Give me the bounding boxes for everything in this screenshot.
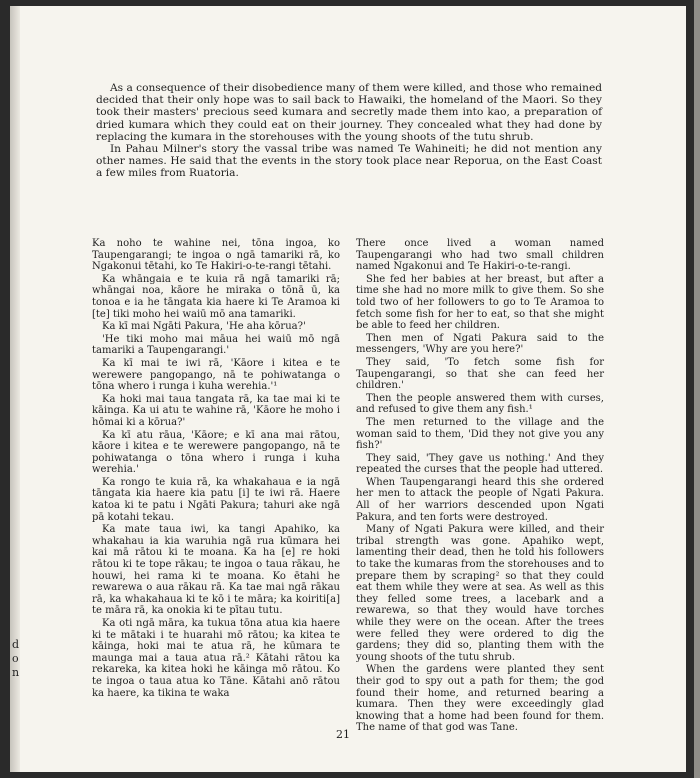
maori-paragraph: Ka kī mai Ngāti Pakura, 'He aha kōrua?' (102, 321, 306, 333)
intro-section (96, 82, 602, 180)
english-column (356, 238, 604, 735)
english-paragraph: They said, 'To fetch some fish for Taupengarangi, so that she can feed her children.' (356, 356, 604, 392)
english-paragraph: The men returned to the village and the woman said to them, 'Did they not give you any fish?' (356, 416, 604, 452)
maori-paragraph: Ka whāngaia e te kuia rā ngā tamariki rā; whāngai noa, kāore he miraka o tōnā ū, ka tonoa e ia he tāngata kia haere ki Te Aramoa ki [te] tiki moho hei waiū mō ana tamariki. (92, 273, 340, 320)
maori-paragraph: Ka mate taua iwi, ka tangi Apahiko, ka whakahau ia kia waruhia ngā rua kūmara hei kai mā rātou ki te moana. Ka ha [e] re hoki rātou ki te tope rākau; te ingoa o taua rākau, he houwi, hei rama ki te moana. Ko ētahi he rewarewa o aua rākau rā. Ka tae mai ngā rākau rā, ka whakahaua ki te kō i te māra; ka koiriti[a] te māra rā, ka onokia ki te pītau tutu. (92, 524, 340, 617)
maori-column (92, 238, 340, 700)
maori-paragraph: 'He tiki moho mai māua hei waiū mō ngā tamariki a Taupengarangi.' (92, 333, 340, 357)
maori-paragraph: Ka kī atu rāua, 'Kāore; e kī ana mai rātou, kāore i kitea e te werewere pangopango, nā te pohiwatanga o tōna whero i runga i kuha werehia.' (92, 429, 340, 476)
english-paragraph: Then the people answered them with curses, and refused to give them any fish.¹ (356, 392, 604, 416)
scan-edge (694, 0, 700, 778)
intro-paragraph: In Pahau Milner's story the vassal tribe was named Te Wahineiti; he did not mention any other names. He said that the events in the story took place near Reporua, on the East Coast a few miles from Ruatoria. (96, 143, 602, 180)
english-paragraph: She fed her babies at her breast, but after a time she had no more milk to give them. So she told two of her followers to go to Te Aramoa to fetch some fish for her to eat, so that she might be able to feed her children. (356, 273, 604, 332)
fragment-line: d (12, 638, 20, 651)
english-paragraph: When Taupengarangi heard this she ordered her men to attack the people of Ngati Pakura. All of her warriors descended upon Ngati Pakura, and ten forts were destroyed. (356, 476, 604, 523)
fragment-line: n (12, 666, 20, 679)
english-paragraph: There once lived a woman named Taupengarangi who had two small children named Ngakonui and Te Hakiri-o-te-rangi. (356, 238, 604, 273)
english-paragraph: When the gardens were planted they sent their god to spy out a path for them; the god found their home, and returned bearing a kumara. Then they were exceedingly glad knowing that a home had been found for them. The name of that god was Tane. (356, 664, 604, 734)
maori-paragraph: Ka oti ngā māra, ka tukua tōna atua kia haere ki te mātaki i te huarahi mō rātou; ka kitea te kāinga, hoki mai te atua rā, he kūmara te maunga mai a taua atua rā.² Kātahi rātou ka rekareka, ka kitea hoki he kāinga mō rātou. Ko te ingoa o taua atua ko Tāne. Kātahi anō rātou ka haere, ka tikina te waka (92, 618, 340, 699)
english-paragraph: They said, 'They gave us nothing.' And they repeated the curses that the people had uttered. (356, 452, 604, 476)
facing-page-fragment (12, 638, 19, 680)
intro-paragraph: As a consequence of their disobedience many of them were killed, and those who remained decided that their only hope was to sail back to Hawaiki, the homeland of the Maori. So they took their masters' precious seed kumara and secretly made them into kao, a preparation of dried kumara which they could eat on their journey. They concealed what they had done by replacing the kumara in the storehouses with the young shoots of the tutu shrub. (96, 82, 602, 143)
english-paragraph: Then men of Ngati Pakura said to the messengers, 'Why are you here?' (356, 332, 604, 356)
maori-paragraph: Ka rongo te kuia rā, ka whakahaua e ia ngā tāngata kia haere kia patu [i] te iwi rā. Haere katoa ki te patu i Ngāti Pakura; tahuri ake ngā pā kotahi tekau. (92, 476, 340, 523)
page-number: 21 (336, 728, 350, 741)
english-paragraph: Many of Ngati Pakura were killed, and their tribal strength was gone. Apahiko wept, lamenting their dead, then he told his followers to take the kumaras from the storehouses and to prepare them by scraping² so that they could eat them while they were at sea. As well as this they felled some trees, a lacebark and a rewarewa, so that they would have torches while they were on the ocean. After the trees were felled they were ordered to dig the gardens; they did so, planting them with the young shoots of the tutu shrub. (356, 524, 604, 663)
fragment-line: o (12, 652, 19, 665)
maori-paragraph: Ka hoki mai taua tangata rā, ka tae mai ki te kāinga. Ka ui atu te wahine rā, 'Kāore he moho i hōmai ki a kōrua?' (92, 393, 340, 428)
maori-paragraph: Ka kī mai te iwi rā, 'Kāore i kitea e te werewere pangopango, nā te pohiwatanga o tōna whero i runga i kuha werehia.'¹ (92, 357, 340, 393)
maori-paragraph: Ka noho te wahine nei, tōna ingoa, ko Taupengarangi; te ingoa o ngā tamariki rā, ko Ngakonui tētahi, ko Te Hakiri-o-te-rangi tētahi. (92, 238, 340, 273)
book-page (10, 6, 686, 772)
